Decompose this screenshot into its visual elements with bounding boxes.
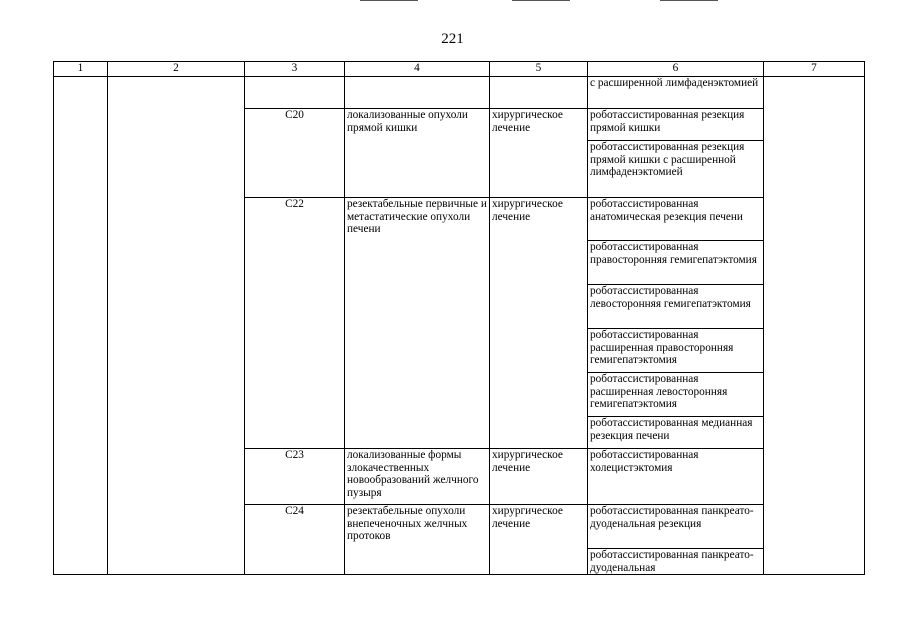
treatment-cell: хирургическое лечение [490, 198, 588, 449]
column-number-row [54, 62, 865, 77]
treatment-cell [490, 77, 588, 109]
method-cell: роботассистированная анатомическая резекция печени [588, 198, 764, 241]
method-cell: роботассистированная холецистэктомия [588, 449, 764, 505]
diagnosis-cell: локализованные опухоли прямой кишки [345, 109, 490, 198]
header-rule-left [360, 0, 418, 1]
column-number: 7 [764, 62, 865, 77]
table-row [54, 77, 865, 109]
code-cell [245, 77, 345, 109]
treatment-cell: хирургическое лечение [490, 449, 588, 505]
treatment-cell: хирургическое лечение [490, 109, 588, 198]
code-cell: C20 [245, 109, 345, 198]
column-number: 1 [54, 62, 108, 77]
diagnosis-cell: резектабельные опухоли внепеченочных желчных протоков [345, 505, 490, 575]
method-cell: роботассистированная панкреато-дуоденальная [588, 549, 764, 575]
header-rule-right [660, 0, 718, 1]
method-cell: роботассистированная резекция прямой кишки с расширенной лимфаденэктомией [588, 141, 764, 198]
header-rule-middle [512, 0, 570, 1]
diagnosis-cell: локализованные формы злокачественных новообразований желчного пузыря [345, 449, 490, 505]
code-cell: C24 [245, 505, 345, 575]
column-number: 4 [345, 62, 490, 77]
page-number: 221 [441, 31, 464, 47]
diagnosis-cell [345, 77, 490, 109]
column-number: 6 [588, 62, 764, 77]
column-number: 3 [245, 62, 345, 77]
medical-care-table [53, 61, 865, 575]
method-cell: роботассистированная левосторонняя гемигепатэктомия [588, 285, 764, 329]
code-cell: C22 [245, 198, 345, 449]
code-cell: C23 [245, 449, 345, 505]
col7-cell [764, 77, 865, 575]
method-cell: с расширенной лимфаденэктомией [588, 77, 764, 109]
method-cell: роботассистированная правосторонняя гемигепатэктомия [588, 241, 764, 285]
treatment-cell: хирургическое лечение [490, 505, 588, 575]
column-number: 2 [108, 62, 245, 77]
diagnosis-cell: резектабельные первичные и метастатические опухоли печени [345, 198, 490, 449]
col1-cell [54, 77, 108, 575]
col2-cell [108, 77, 245, 575]
method-cell: роботассистированная панкреато-дуоденальная резекция [588, 505, 764, 549]
method-cell: роботассистированная медианная резекция печени [588, 417, 764, 449]
method-cell: роботассистированная расширенная левосторонняя гемигепатэктомия [588, 373, 764, 417]
method-cell: роботассистированная резекция прямой кишки [588, 109, 764, 141]
method-cell: роботассистированная расширенная правосторонняя гемигепатэктомия [588, 329, 764, 373]
column-number: 5 [490, 62, 588, 77]
